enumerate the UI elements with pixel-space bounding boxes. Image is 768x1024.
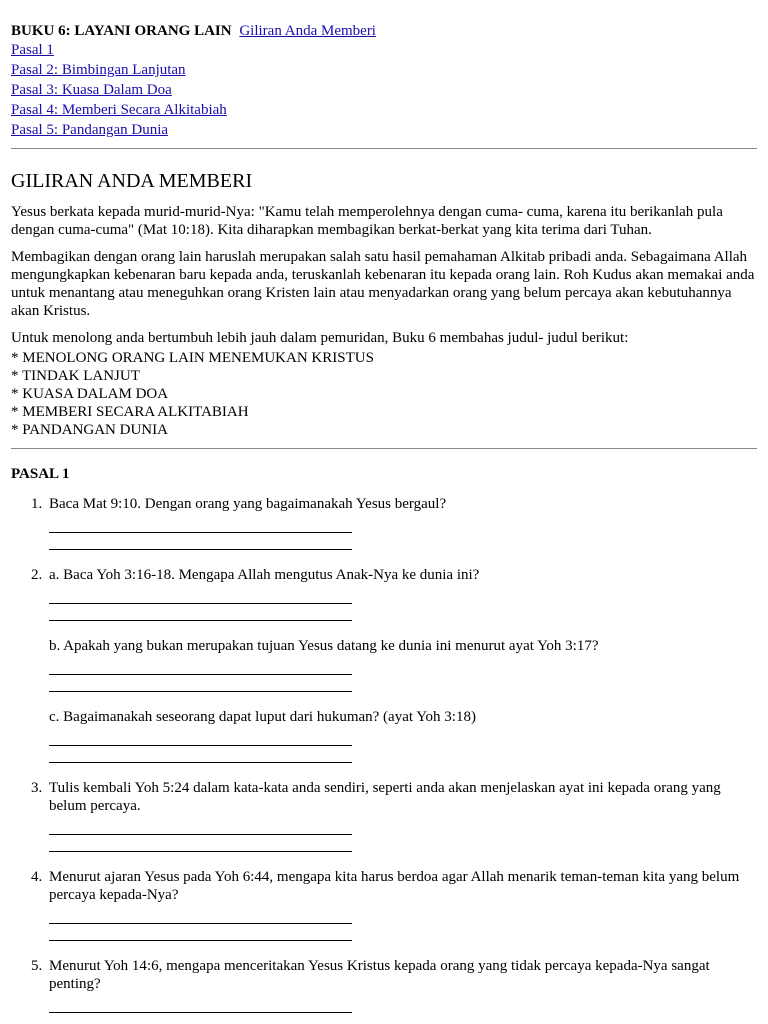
section-title: GILIRAN ANDA MEMBERI bbox=[11, 170, 253, 192]
question-list bbox=[11, 495, 757, 1013]
question-number: 2. bbox=[31, 567, 43, 583]
answer-line[interactable] bbox=[49, 923, 352, 924]
topic-item: * TINDAK LANJUT bbox=[11, 368, 140, 384]
chapter-title: PASAL 1 bbox=[11, 466, 70, 482]
answer-line[interactable] bbox=[49, 1012, 352, 1013]
topic-item: * MEMBERI SECARA ALKITABIAH bbox=[11, 404, 249, 420]
question-number: 4. bbox=[31, 869, 43, 885]
question-item bbox=[11, 868, 757, 957]
book-title: BUKU 6: LAYANI ORANG LAIN bbox=[11, 23, 232, 39]
topic-item: * MENOLONG ORANG LAIN MENEMUKAN KRISTUS bbox=[11, 350, 374, 366]
book-title-link[interactable]: Giliran Anda Memberi bbox=[239, 23, 376, 39]
chapter-nav bbox=[11, 40, 757, 140]
answer-line[interactable] bbox=[49, 674, 352, 675]
nav-link-pasal-1[interactable]: Pasal 1 bbox=[11, 42, 54, 58]
topic-item: * PANDANGAN DUNIA bbox=[11, 422, 168, 438]
question-text: a. Baca Yoh 3:16-18. Mengapa Allah mengutus Anak-Nya ke dunia ini? bbox=[49, 567, 480, 583]
question-item bbox=[11, 957, 757, 1013]
question-number: 5. bbox=[31, 958, 43, 974]
question-text: Tulis kembali Yoh 5:24 dalam kata-kata anda sendiri, seperti anda akan menjelaskan ayat ini kepada orang yang belum percaya. bbox=[49, 780, 721, 814]
answer-line[interactable] bbox=[49, 834, 352, 835]
document-page bbox=[11, 22, 757, 1013]
answer-line[interactable] bbox=[49, 532, 352, 533]
question-number: 1. bbox=[31, 496, 43, 512]
nav-link-pasal-3[interactable]: Pasal 3: Kuasa Dalam Doa bbox=[11, 82, 172, 98]
question-text: Menurut ajaran Yesus pada Yoh 6:44, mengapa kita harus berdoa agar Allah menarik teman-teman kita yang belum percaya kepada-Nya? bbox=[49, 869, 740, 903]
question-item bbox=[11, 779, 757, 868]
question-subpart: c. Bagaimanakah seseorang dapat luput dari hukuman? (ayat Yoh 3:18) bbox=[49, 709, 476, 725]
book-header bbox=[11, 22, 757, 40]
question-item bbox=[11, 566, 757, 779]
answer-line[interactable] bbox=[49, 603, 352, 604]
intro-paragraph-1: Yesus berkata kepada murid-murid-Nya: "Kamu telah memperolehnya dengan cuma- cuma, karena itu berikanlah pula dengan cuma-cuma" (Mat 10:18). Kita diharapkan membagikan berkat-berkat yang kita terima dari Tuhan. bbox=[11, 204, 723, 238]
nav-link-pasal-5[interactable]: Pasal 5: Pandangan Dunia bbox=[11, 122, 169, 138]
topic-list bbox=[11, 349, 757, 439]
topic-item: * KUASA DALAM DOA bbox=[11, 386, 169, 402]
intro-paragraph-2: Membagikan dengan orang lain haruslah merupakan salah satu hasil pemahaman Alkitab pribadi anda. Sebagaimana Allah mengungkapkan kebenaran baru kepada anda, teruskanlah kebenaran itu kepada orang lain. Roh Kudus akan memakai anda untuk menantang atau meneguhkan orang Kristen lain atau menyadarkan orang yang belum percaya akan kebutuhannya akan Kristus. bbox=[11, 249, 755, 319]
nav-link-pasal-2[interactable]: Pasal 2: Bimbingan Lanjutan bbox=[11, 62, 186, 78]
divider bbox=[11, 448, 757, 449]
nav-link-pasal-4[interactable]: Pasal 4: Memberi Secara Alkitabiah bbox=[11, 102, 227, 118]
question-number: 3. bbox=[31, 780, 43, 796]
divider bbox=[11, 148, 757, 149]
answer-line[interactable] bbox=[49, 745, 352, 746]
intro-paragraph-3: Untuk menolong anda bertumbuh lebih jauh dalam pemuridan, Buku 6 membahas judul- judul berikut: bbox=[11, 330, 629, 346]
question-subpart: b. Apakah yang bukan merupakan tujuan Yesus datang ke dunia ini menurut ayat Yoh 3:17? bbox=[49, 638, 599, 654]
question-item bbox=[11, 495, 757, 566]
question-text: Menurut Yoh 14:6, mengapa menceritakan Yesus Kristus kepada orang yang tidak percaya kepada-Nya sangat penting? bbox=[49, 958, 710, 992]
question-text: Baca Mat 9:10. Dengan orang yang bagaimanakah Yesus bergaul? bbox=[49, 496, 447, 512]
